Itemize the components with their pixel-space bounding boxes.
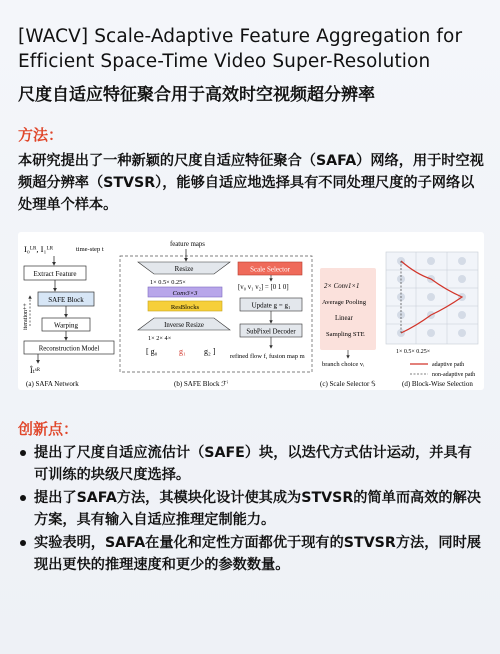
b-refined: refined flow f, fusion map m [230,353,305,360]
c-linear: Linear [335,315,353,322]
b-feature-maps: feature maps [170,241,205,248]
b-scales: 1× 0.5× 0.25× [150,279,186,286]
list-item: 提出了尺度自适应流估计（SAFE）块，以迭代方式估计运动，并具有可训练的块级尺度选择。 [18,442,486,486]
b-conv: Conv3×3 [172,290,198,297]
b-update: Update g = g₁ [251,301,291,310]
panel-d [386,252,478,388]
c-pooling: Average Pooling [322,299,367,306]
d-caption: (d) Block-Wise Selection [402,380,473,388]
a-extract: Extract Feature [33,270,77,278]
architecture-diagram [18,232,484,390]
a-time-step: time-step t [76,246,104,253]
a-caption: (a) SAFA Network [26,380,79,388]
title-chinese: 尺度自适应特征聚合用于高效时空视频超分辨率 [18,85,375,105]
d-scales: 1× 0.5× 0.25× [396,349,431,355]
b-caption: (b) SAFE Block ℱⁱ [174,380,229,388]
c-ste: Sampling STE [326,331,365,338]
panel-c [320,268,376,388]
innovation-list [18,442,486,577]
title-english: [WACV] Scale-Adaptive Feature Aggregation for Efficient Space-Time Video Super-Resolution [18,26,463,72]
b-subpixel: SubPixel Decoder [246,328,296,336]
innovation-label: 创新点： [18,420,79,438]
c-conv: 2× Conv1×1 [324,283,360,290]
a-output: Îₜˢᴿ [30,366,40,375]
b-resize: Resize [174,265,194,273]
method-text: 本研究提出了一种新颖的尺度自适应特征聚合（SAFA）网络，用于时空视频超分辨率（STVSR），能够自适应地选择具有不同处理尺度的子网络以处理单个样本。 [18,153,484,213]
a-warping: Warping [54,321,78,330]
c-branch: branch choice vᵢ [322,361,365,368]
method-label: 方法： [18,126,64,144]
a-recon: Reconstruction Model [38,345,100,353]
b-inverse-resize: Inverse Resize [164,322,204,329]
a-iteration: iteration++ [23,303,29,330]
b-g1: g₁ [179,347,186,356]
d-legend-non: non-adaptive path [432,372,476,378]
a-inputs: I₀ᴸᴿ, I₁ᴸᴿ [24,244,54,254]
panel-a [23,244,114,388]
list-item: 提出了SAFA方法，其模块化设计使其成为STVSR的简单而高效的解决方案，具有输入自适应推理定制能力。 [18,487,486,531]
list-item: 实验表明，SAFA在量化和定性方面都优于现有的STVSR方法，同时展现出更快的推理速度和更少的参数数量。 [18,532,486,576]
b-g0: [ g₀ [146,347,158,356]
b-inv-scales: 1× 2× 4× [148,335,172,342]
a-safe-block: SAFE Block [48,296,84,304]
panel-b [120,241,312,388]
architecture-figure [18,232,484,390]
b-scale-selector: Scale Selector [250,265,290,274]
b-g2: g₂ ] [204,347,216,356]
b-vector: [v₀ v₁ v₂] = [0 1 0] [238,284,289,291]
c-caption: (c) Scale Selector 𝕊 [320,380,376,388]
b-resblocks: ResBlocks [170,304,200,311]
d-legend-adaptive: adaptive path [432,362,465,368]
